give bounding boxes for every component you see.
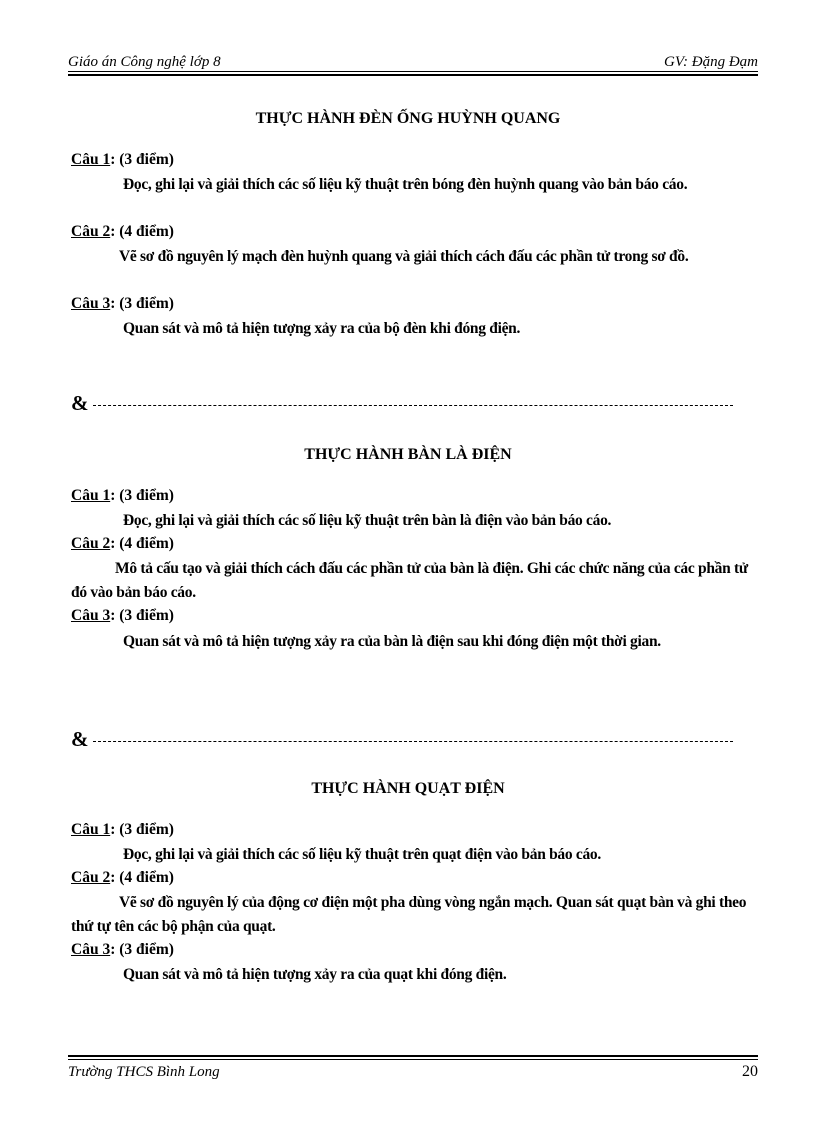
header-course-title: Giáo án Công nghệ lớp 8 — [68, 54, 221, 70]
question-number: Câu 2 — [71, 223, 111, 240]
page-footer — [68, 1061, 758, 1083]
question-number: Câu 3 — [71, 941, 111, 958]
section-separator — [71, 390, 733, 416]
question-label — [71, 534, 174, 554]
question-points: : (4 điểm) — [110, 869, 174, 886]
question-text: Mô tả cấu tạo và giải thích cách đấu các phần tử của bàn là điện. Ghi các chức năng của các phần tử đó vào bản báo cáo. — [71, 560, 748, 601]
question-label — [71, 940, 174, 960]
question-text: Đọc, ghi lại và giải thích các số liệu kỹ thuật trên bàn là điện vào bản báo cáo. — [123, 512, 612, 529]
question-text: Quan sát và mô tả hiện tượng xảy ra của quạt khi đóng điện. — [123, 966, 507, 983]
question-label — [71, 820, 174, 840]
header-rule-thick — [68, 74, 758, 76]
question-text: Vẽ sơ đồ nguyên lý mạch đèn huỳnh quang và giải thích cách đấu các phần tử trong sơ đồ. — [119, 248, 689, 265]
section-title: THỰC HÀNH QUẠT ĐIỆN — [311, 780, 505, 797]
question-number: Câu 1 — [71, 151, 111, 168]
question-points: : (3 điểm) — [110, 941, 174, 958]
question-points: : (3 điểm) — [110, 295, 174, 312]
question-text: Vẽ sơ đồ nguyên lý của động cơ điện một pha dùng vòng ngắn mạch. Quan sát quạt bàn và ghi theo thứ tự tên các bộ phận của quạt. — [71, 894, 747, 935]
question-points: : (3 điểm) — [110, 607, 174, 624]
section-title: THỰC HÀNH ĐÈN ỐNG HUỲNH QUANG — [255, 110, 561, 127]
question-text: Quan sát và mô tả hiện tượng xảy ra của bàn là điện sau khi đóng điện một thời gian. — [123, 633, 661, 650]
question-text: Quan sát và mô tả hiện tượng xảy ra của bộ đèn khi đóng điện. — [123, 320, 521, 337]
section-title: THỰC HÀNH BÀN LÀ ĐIỆN — [304, 446, 512, 463]
question-label — [71, 868, 174, 888]
footer-school-name: Trường THCS Bình Long — [68, 1064, 220, 1080]
question-number: Câu 3 — [71, 607, 111, 624]
question-points: : (3 điểm) — [110, 487, 174, 504]
question-points: : (3 điểm) — [110, 821, 174, 838]
header-teacher: GV: Đặng Đạm — [663, 54, 758, 70]
question-number: Câu 1 — [71, 487, 111, 504]
question-label — [71, 486, 174, 506]
question-text: Đọc, ghi lại và giải thích các số liệu kỹ thuật trên quạt điện vào bản báo cáo. — [123, 846, 601, 863]
footer-rule-thin — [68, 1059, 758, 1060]
question-number: Câu 1 — [71, 821, 111, 838]
question-label — [71, 222, 174, 242]
question-label — [71, 606, 174, 626]
dashed-line — [93, 405, 733, 406]
header-rule-thin — [68, 71, 758, 72]
question-text: Đọc, ghi lại và giải thích các số liệu kỹ thuật trên bóng đèn huỳnh quang vào bản báo cáo. — [123, 176, 688, 193]
page-number: 20 — [742, 1063, 758, 1080]
dashed-line — [93, 741, 733, 742]
question-number: Câu 2 — [71, 535, 111, 552]
question-points: : (3 điểm) — [110, 151, 174, 168]
question-points: : (4 điểm) — [110, 535, 174, 552]
question-label — [71, 150, 174, 170]
section-separator — [71, 726, 733, 752]
separator-symbol: & — [71, 391, 89, 415]
page-header — [68, 52, 758, 72]
question-number: Câu 2 — [71, 869, 111, 886]
question-label — [71, 294, 174, 314]
question-number: Câu 3 — [71, 295, 111, 312]
separator-symbol: & — [71, 727, 89, 751]
question-points: : (4 điểm) — [110, 223, 174, 240]
footer-rule-thick — [68, 1055, 758, 1057]
